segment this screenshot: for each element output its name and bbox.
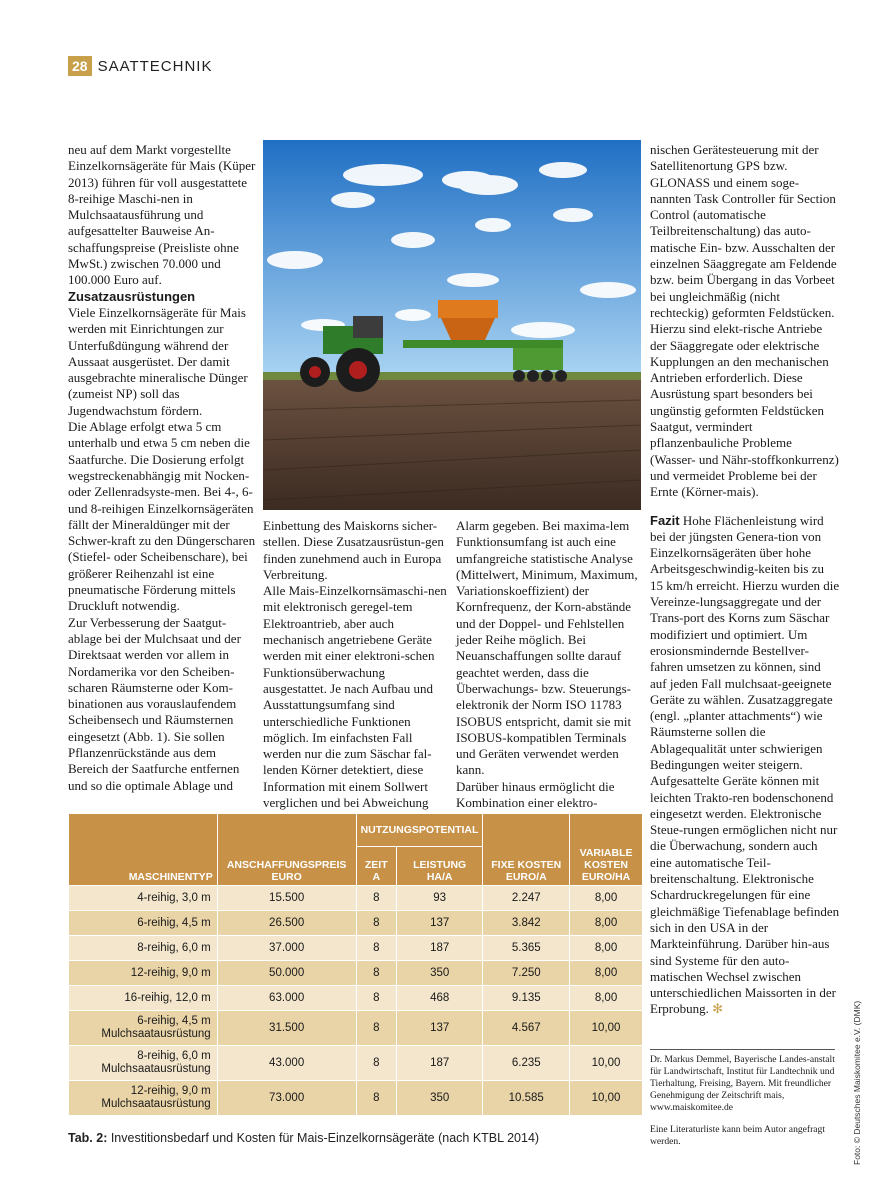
cell-variable: 8,00 [570,911,642,936]
paragraph: Die Ablage erfolgt etwa 5 cm unterhalb und etwa 5 cm neben die Saatfurche. Die Dosierung erfolgt wegstreckenabhängig mit Nocken- oder Zellenradsyste-men. Bei 4-, 6- und 8-reihigen Einzelkornsägeräten fällt der Mineraldünger mit der Schwer-kraft zu den Düngerscharen (Stiefel- oder Scheibenschare), bei größerer Reihenzahl ist eine pneumatische Förderung mittels Druckluft notwendig. [68,419,256,614]
cell-price: 15.500 [217,886,356,911]
paragraph: Darüber hinaus ermöglicht die Kombination einer elektro- [456,778,615,811]
table-row [69,911,643,936]
cell-type: 6-reihig, 4,5 m [69,911,218,936]
cell-type: 8-reihig, 6,0 m [69,936,218,961]
author-info: Dr. Markus Demmel, Bayerische Landes-anstalt für Landwirtschaft, Institut für Landtechnik und Tierhaltung, Freising, Bayern. Mit freundlicher Genehmigung der Zeitschrift mais, www.maiskomitee.de [650,1054,835,1113]
cell-variable: 8,00 [570,961,642,986]
cell-output: 137 [396,911,482,936]
caption-text: Investitionsbedarf und Kosten für Mais-Einzelkornsägeräte (nach KTBL 2014) [107,1131,540,1145]
cell-type [69,1046,218,1081]
cell-variable: 10,00 [570,1081,642,1116]
cell-time: 8 [356,1011,396,1046]
cell-output: 468 [396,986,482,1011]
author-credits [650,1049,840,1148]
header-time: ZEIT A [356,847,396,886]
cell-type-line2: Mulchsaatausrüstung [101,1028,211,1040]
cell-output: 187 [396,936,482,961]
literature-note: Eine Literaturliste kann beim Autor angefragt werden. [650,1124,826,1147]
cell-fixed: 10.585 [483,1081,570,1116]
paragraph: Viele Einzelkornsägeräte für Mais werden mit Einrichtungen zur Unterfußdüngung während der Aussaat ausgerüstet. Der damit ausgebrachte mineralische Dünger (zumeist NP) soll das Jugendwachstum fördern. [68,304,248,418]
caption-label: Tab. 2: [68,1131,108,1145]
cell-price: 73.000 [217,1081,356,1116]
cost-table [68,814,642,1116]
cell-fixed: 9.135 [483,986,570,1011]
cell-fixed: 2.247 [483,886,570,911]
cell-fixed: 7.250 [483,961,570,986]
table-row [69,1011,643,1046]
table-row [69,1046,643,1081]
table-row [69,1081,643,1116]
table-row [69,986,643,1011]
cell-fixed: 5.365 [483,936,570,961]
cell-time: 8 [356,911,396,936]
cell-type-line1: 8-reihig, 6,0 m [137,1050,211,1062]
cell-fixed: 6.235 [483,1046,570,1081]
cell-time: 8 [356,961,396,986]
table-row [69,936,643,961]
cell-price: 63.000 [217,986,356,1011]
cell-variable: 8,00 [570,886,642,911]
fazit-label: Fazit [650,512,680,528]
column-3 [456,518,642,811]
cell-output: 350 [396,961,482,986]
header-output: LEISTUNG HA/A [396,847,482,886]
cell-type-line1: 12-reihig, 9,0 m [130,1085,211,1097]
header-machine-type: MASCHINENTYP [69,814,218,886]
tractor-photo [263,140,641,510]
cell-output: 93 [396,886,482,911]
photo-credit: Foto: © Deutsches Maiskomitee e.V. (DMK) [852,1000,862,1165]
column-1 [68,142,256,794]
cell-price: 37.000 [217,936,356,961]
cell-price: 43.000 [217,1046,356,1081]
paragraph: Alarm gegeben. Bei maxima-lem Funktionsumfang ist auch eine umfangreiche statistische Analyse (Mittelwert, Minimum, Maximum, Variationskoeffizient) der Kornfrequenz, der Korn-abstände und der Doppel- und Fehlstellen jeder Reihe möglich. Bei Neuanschaffungen sollte darauf geachtet werden, dass die Überwachungs- bzw. Steuerungs-elektronik der Norm ISO 11783 ISOBUS entspricht, damit sie mit ISOBUS-kompatiblen Terminals und Geräten verwendet werden kann. [456,518,638,778]
cell-variable: 8,00 [570,986,642,1011]
column-2 [263,518,449,811]
header-price: ANSCHAFFUNGSPREIS EURO [217,814,356,886]
cell-variable: 8,00 [570,936,642,961]
cell-type [69,1011,218,1046]
cell-output: 187 [396,1046,482,1081]
cell-time: 8 [356,886,396,911]
cell-type [69,1081,218,1116]
cell-output: 350 [396,1081,482,1116]
table-row [69,961,643,986]
cell-type: 16-reihig, 12,0 m [69,986,218,1011]
cell-type: 4-reihig, 3,0 m [69,886,218,911]
page-number: 28 [68,56,92,76]
cell-variable: 10,00 [570,1046,642,1081]
table-row [69,886,643,911]
end-mark-icon: ✻ [712,1001,724,1017]
cell-fixed: 3.842 [483,911,570,936]
cell-fixed: 4.567 [483,1011,570,1046]
paragraph: neu auf dem Markt vorgestellte Einzelkornsägeräte für Mais (Küper 2013) führen für voll ausgestattete 8-reihige Maschi-nen in Mulchsaatausführung und aufgesattelter Bauweise An-schaffungspreise (Preisliste ohne MwSt.) zwischen 70.000 und 100.000 Euro auf. [68,142,256,288]
header-fixed-costs: FIXE KOSTEN EURO/A [483,814,570,886]
cell-type: 12-reihig, 9,0 m [69,961,218,986]
header-variable-costs: VARIABLE KOSTEN EURO/HA [570,814,642,886]
fazit-text: Hohe Flächenleistung wird bei der jüngsten Genera-tion von Einzelkornsägeräten über hohe Arbeitsgeschwindig-keiten bis zu 15 km/h erreicht. Hierzu wurden die Vereinze-lungsaggregate und der Trans-port des Korns zum Säschar modifiziert und optimiert. Um erosionsmindernde Bestellver-fahren umsetzen zu können, sind auf jeden Fall mulchsaat-geeignete Geräte zu wählen. Zusatzaggregate (engl. „planter attachments“) wie Räumsterne sollen die Ablagequalität unter schwierigen Bedingungen weiter steigern. Aufgesattelte Geräte können mit leichten Trakto-ren bodenschonend eingesetzt werden. Elektronische Steue-rungen ermöglichen nicht nur die Überwachung, sondern auch eine automatische Teil-breitenschaltung. Elektronische Schardruckregelungen für eine gleichmäßige Tiefenablage befinden sich in den USA in der Markteinführung. Darüber hin-aus sind Systeme für den auto-matischen Wechsel zwischen unterschiedlichen Maissorten in der Erprobung. [650,512,840,1017]
cell-time: 8 [356,1081,396,1116]
cell-time: 8 [356,1046,396,1081]
cell-time: 8 [356,986,396,1011]
cell-price: 26.500 [217,911,356,936]
subheading: Zusatzausrüstungen [68,288,196,304]
fazit-paragraph [650,513,840,1018]
header-potential: NUTZUNGSPOTENTIAL [356,814,483,847]
cell-time: 8 [356,936,396,961]
table-caption [68,1131,539,1145]
page-header [68,56,212,76]
paragraph: Einbettung des Maiskorns sicher-stellen. Diese Zusatzausrüstun-gen finden zunehmend auch in Europa Verbreitung. [263,518,444,582]
cell-output: 137 [396,1011,482,1046]
paragraph: Alle Mais-Einzelkornsämaschi-nen mit elektronisch geregel-tem Elektroantrieb, aber auch mechanisch angetriebene Geräte werden mit einer elektroni-schen Funktionsüberwachung ausgestattet. Je nach Aufbau und Ausstattungsumfang sind unterschiedliche Funktionen möglich. Im einfachsten Fall werden nur die zum Säschar fal-lenden Körner detektiert, diese Information mit einem Sollwert verglichen und bei Abweichung [263,583,447,811]
section-title: SAATTECHNIK [97,57,213,75]
column-4 [650,142,840,1018]
paragraph: Zur Verbesserung der Saatgut-ablage bei der Mulchsaat und der Direktsaat werden vor allem in Nordamerika vor den Scheiben-scharen Räumsterne oder Kom-binationen aus vorauslaufendem Scheibensech und Räumsternen eingesetzt (Abb. 1). Sie sollen Pflanzenrückstände aus dem Bereich der Saatfurche entfernen und so die optimale Ablage und [68,614,241,793]
cell-price: 31.500 [217,1011,356,1046]
cell-price: 50.000 [217,961,356,986]
divider [650,1049,835,1050]
cell-type-line1: 6-reihig, 4,5 m [137,1015,211,1027]
cell-variable: 10,00 [570,1011,642,1046]
cell-type-line2: Mulchsaatausrüstung [101,1063,211,1075]
cell-type-line2: Mulchsaatausrüstung [101,1098,211,1110]
paragraph: nischen Gerätesteuerung mit der Satellitenortung GPS bzw. GLONASS und einem soge-nannten Task Controller für Section Control (automatische Teilbreitenschaltung) das auto-matische Ein- bzw. Ausschalten der einzelnen Säaggregate am Feldende bzw. beim Übergang in das Vorbeet bei ungleichmäßig (nicht rechteckig) geformten Feldstücken. Hierzu sind elekt-rische Antriebe der Säaggregate oder elektrische Kupplungen an den mechanischen Antrieben erforderlich. Diese Ausrüstung spart besonders bei ungünstig geformten Feldstücken Saatgut, vermindert pflanzenbauliche Probleme (Wasser- und Nähr-stoffkonkurrenz) und vermeidet Probleme bei der Ernte (Körner-mais). [650,142,839,500]
